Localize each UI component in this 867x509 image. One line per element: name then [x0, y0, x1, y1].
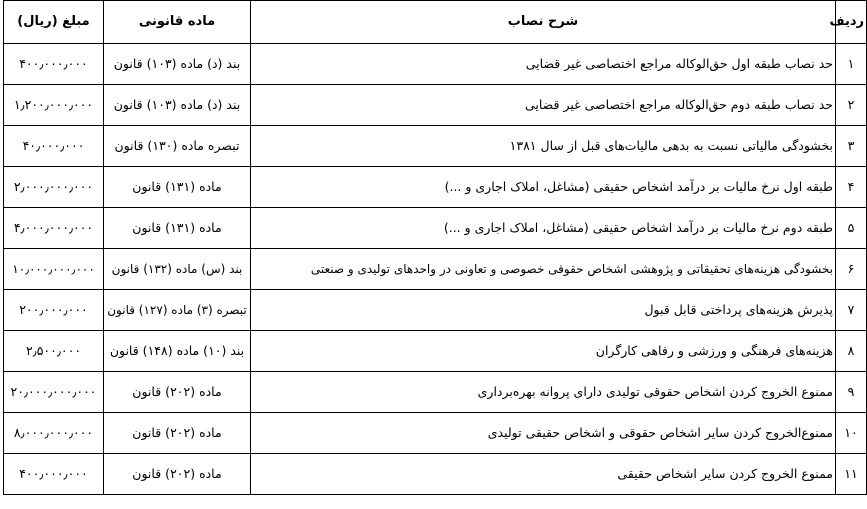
table-row	[4, 208, 867, 249]
row-law-article: بند (س) ماده (۱۳۲) قانون	[104, 249, 251, 290]
header-description: شرح نصاب	[251, 1, 836, 44]
row-amount: ۲۰٫۰۰۰٫۰۰۰٫۰۰۰	[4, 372, 104, 413]
row-law-article: ماده (۲۰۲) قانون	[104, 372, 251, 413]
row-law-article: تبصره ماده (۱۳۰) قانون	[104, 126, 251, 167]
row-amount: ۲٫۵۰۰٫۰۰۰	[4, 331, 104, 372]
row-number: ۷	[836, 290, 867, 331]
row-description: حد نصاب طبقه دوم حق‌الوکاله مراجع اختصاصی غیر قضایی	[251, 85, 836, 126]
row-description: ممنوع الخروج کردن سایر اشخاص حقیقی	[251, 454, 836, 495]
row-description: طبقه اول نرخ مالیات بر درآمد اشخاص حقیقی (مشاغل، املاک اجاری و ...)	[251, 167, 836, 208]
header-amount: مبلغ (ریال)	[4, 1, 104, 44]
row-law-article: ماده (۲۰۲) قانون	[104, 454, 251, 495]
row-number: ۶	[836, 249, 867, 290]
row-description: پذیرش هزینه‌های پرداختی قابل قبول	[251, 290, 836, 331]
row-description: بخشودگی هزینه‌های تحقیقاتی و پژوهشی اشخاص حقوقی خصوصی و تعاونی در واحدهای تولیدی و صنعتی	[251, 249, 836, 290]
row-law-article: بند (۱۰) ماده (۱۴۸) قانون	[104, 331, 251, 372]
row-amount: ۴۰٫۰۰۰٫۰۰۰	[4, 126, 104, 167]
row-amount: ۴٫۰۰۰٫۰۰۰٫۰۰۰	[4, 208, 104, 249]
row-law-article: تبصره (۳) ماده (۱۲۷) قانون	[104, 290, 251, 331]
row-number: ۸	[836, 331, 867, 372]
row-description: بخشودگی مالیاتی نسبت به بدهی مالیات‌های قبل از سال ۱۳۸۱	[251, 126, 836, 167]
table-row	[4, 249, 867, 290]
row-law-article: ماده (۱۳۱) قانون	[104, 167, 251, 208]
row-law-article: بند (د) ماده (۱۰۳) قانون	[104, 44, 251, 85]
row-description: طبقه دوم نرخ مالیات بر درآمد اشخاص حقیقی (مشاغل، املاک اجاری و ...)	[251, 208, 836, 249]
row-amount: ۴۰۰٫۰۰۰٫۰۰۰	[4, 454, 104, 495]
row-number: ۲	[836, 85, 867, 126]
row-number: ۱۰	[836, 413, 867, 454]
row-amount: ۲٫۰۰۰٫۰۰۰٫۰۰۰	[4, 167, 104, 208]
row-amount: ۱٫۲۰۰٫۰۰۰٫۰۰۰	[4, 85, 104, 126]
row-amount: ۱۰٫۰۰۰٫۰۰۰٫۰۰۰	[4, 249, 104, 290]
row-law-article: ماده (۱۳۱) قانون	[104, 208, 251, 249]
row-amount: ۸٫۰۰۰٫۰۰۰٫۰۰۰	[4, 413, 104, 454]
table-row	[4, 44, 867, 85]
table-row	[4, 331, 867, 372]
table-row	[4, 85, 867, 126]
table-row	[4, 167, 867, 208]
table-row	[4, 290, 867, 331]
header-row-number: ردیف	[836, 1, 867, 44]
table-row	[4, 372, 867, 413]
table-row	[4, 413, 867, 454]
row-law-article: ماده (۲۰۲) قانون	[104, 413, 251, 454]
row-amount: ۴۰۰٫۰۰۰٫۰۰۰	[4, 44, 104, 85]
row-number: ۱۱	[836, 454, 867, 495]
row-description: حد نصاب طبقه اول حق‌الوکاله مراجع اختصاصی غیر قضایی	[251, 44, 836, 85]
row-description: هزینه‌های فرهنگی و ورزشی و رفاهی کارگران	[251, 331, 836, 372]
table-row	[4, 126, 867, 167]
tax-threshold-table	[3, 0, 867, 495]
header-law-article: ماده قانونی	[104, 1, 251, 44]
row-description: ممنوع الخروج کردن اشخاص حقوقی تولیدی دارای پروانه بهره‌برداری	[251, 372, 836, 413]
row-number: ۴	[836, 167, 867, 208]
table-row	[4, 454, 867, 495]
row-number: ۵	[836, 208, 867, 249]
header-row	[4, 1, 867, 44]
row-number: ۳	[836, 126, 867, 167]
row-amount: ۲۰۰٫۰۰۰٫۰۰۰	[4, 290, 104, 331]
row-law-article: بند (د) ماده (۱۰۳) قانون	[104, 85, 251, 126]
row-description: ممنوع‌الخروج کردن سایر اشخاص حقوقی و اشخاص حقیقی تولیدی	[251, 413, 836, 454]
row-number: ۱	[836, 44, 867, 85]
row-number: ۹	[836, 372, 867, 413]
